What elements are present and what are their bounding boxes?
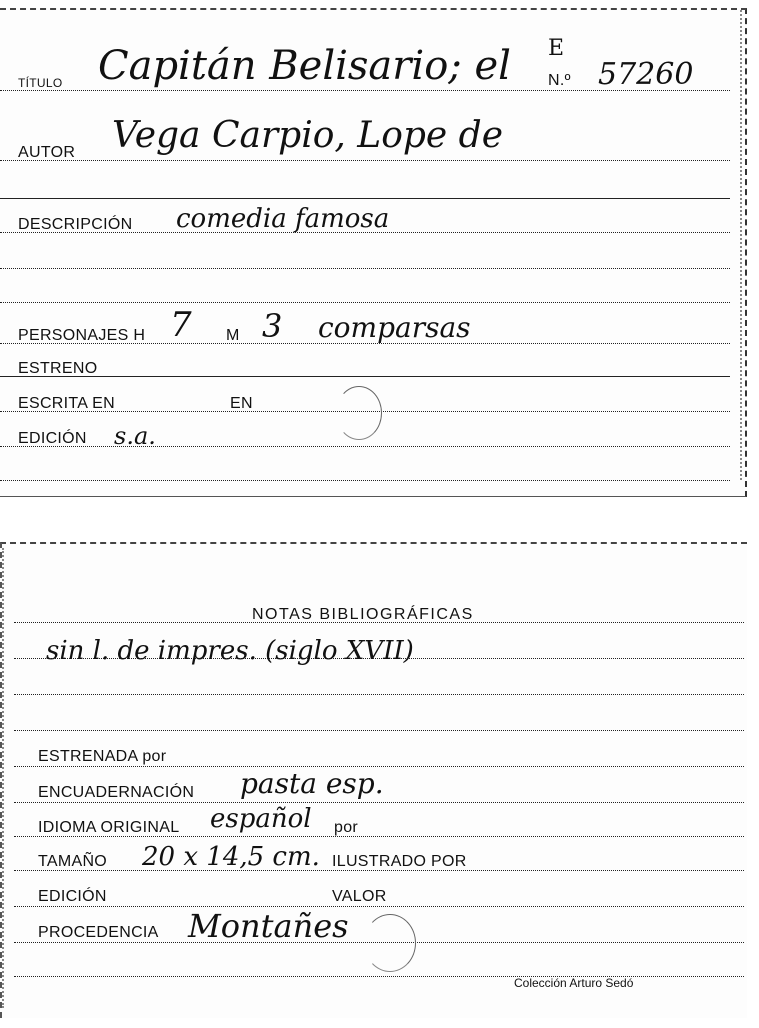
en-label: EN — [230, 395, 253, 412]
estreno-label: ESTRENO — [18, 360, 98, 377]
catalog-card-back — [0, 542, 747, 1018]
personajes-m-label: M — [226, 327, 240, 344]
personajes-h-label: PERSONAJES H — [18, 327, 146, 344]
numero-label: N.º — [548, 72, 571, 89]
titulo-value: Capitán Belisario; el — [98, 43, 511, 89]
procedencia-label: PROCEDENCIA — [38, 924, 159, 941]
valor-label: VALOR — [332, 888, 387, 905]
edge-speckle-right — [740, 10, 752, 480]
procedencia-value: Montañes — [188, 907, 349, 945]
edicion-back-label: EDICIÓN — [38, 888, 107, 905]
rule-estreno — [0, 376, 730, 377]
numero-value: 57260 — [598, 57, 694, 92]
escrita-en-label: ESCRITA EN — [18, 395, 115, 412]
ilustrado-label: ILUSTRADO POR — [332, 853, 467, 870]
rule-edicion-back — [14, 906, 744, 907]
rule-edicion — [0, 446, 730, 447]
rule-divider — [0, 198, 730, 199]
estrenada-label: ESTRENADA por — [38, 748, 167, 765]
notas-label: NOTAS BIBLIOGRÁFICAS — [252, 606, 474, 623]
coleccion-stamp: Colección Arturo Sedó — [514, 976, 634, 990]
personajes-m-value: 3 — [262, 307, 283, 345]
punch-hole-back — [364, 914, 416, 972]
autor-value: Vega Carpio, Lope de — [112, 115, 504, 156]
idioma-label: IDIOMA ORIGINAL — [38, 819, 180, 836]
edge-speckle-left — [2, 548, 14, 1008]
idioma-value: español — [210, 804, 312, 834]
rule-blank-2 — [0, 302, 730, 303]
tamano-value: 20 x 14,5 cm. — [142, 842, 320, 872]
autor-label: AUTOR — [18, 144, 76, 161]
rule-encuadernacion — [14, 802, 744, 803]
rule-blank-b — [14, 730, 744, 731]
punch-hole — [336, 386, 382, 440]
descripcion-label: DESCRIPCIÓN — [18, 216, 133, 233]
rule-autor — [0, 160, 730, 161]
tamano-label: TAMAÑO — [38, 853, 108, 870]
rule-bottom-back — [14, 976, 744, 977]
encuadernacion-value: pasta esp. — [240, 767, 384, 800]
rule-blank-a — [14, 694, 744, 695]
edicion-label: EDICIÓN — [18, 430, 87, 447]
personajes-extra: comparsas — [318, 311, 471, 344]
rule-bottom — [0, 480, 730, 481]
numero-prefix: E — [548, 36, 565, 61]
rule-blank-1 — [0, 268, 730, 269]
idioma-por-label: por — [334, 819, 359, 836]
personajes-h-value: 7 — [170, 305, 192, 345]
catalog-card-front — [0, 8, 747, 497]
encuadernacion-label: ENCUADERNACIÓN — [38, 784, 195, 801]
edicion-value: s.a. — [114, 422, 156, 450]
notas-value: sin l. de impres. (siglo XVII) — [46, 636, 414, 666]
titulo-label: TÍTULO — [18, 76, 63, 90]
descripcion-value: comedia famosa — [176, 204, 390, 234]
